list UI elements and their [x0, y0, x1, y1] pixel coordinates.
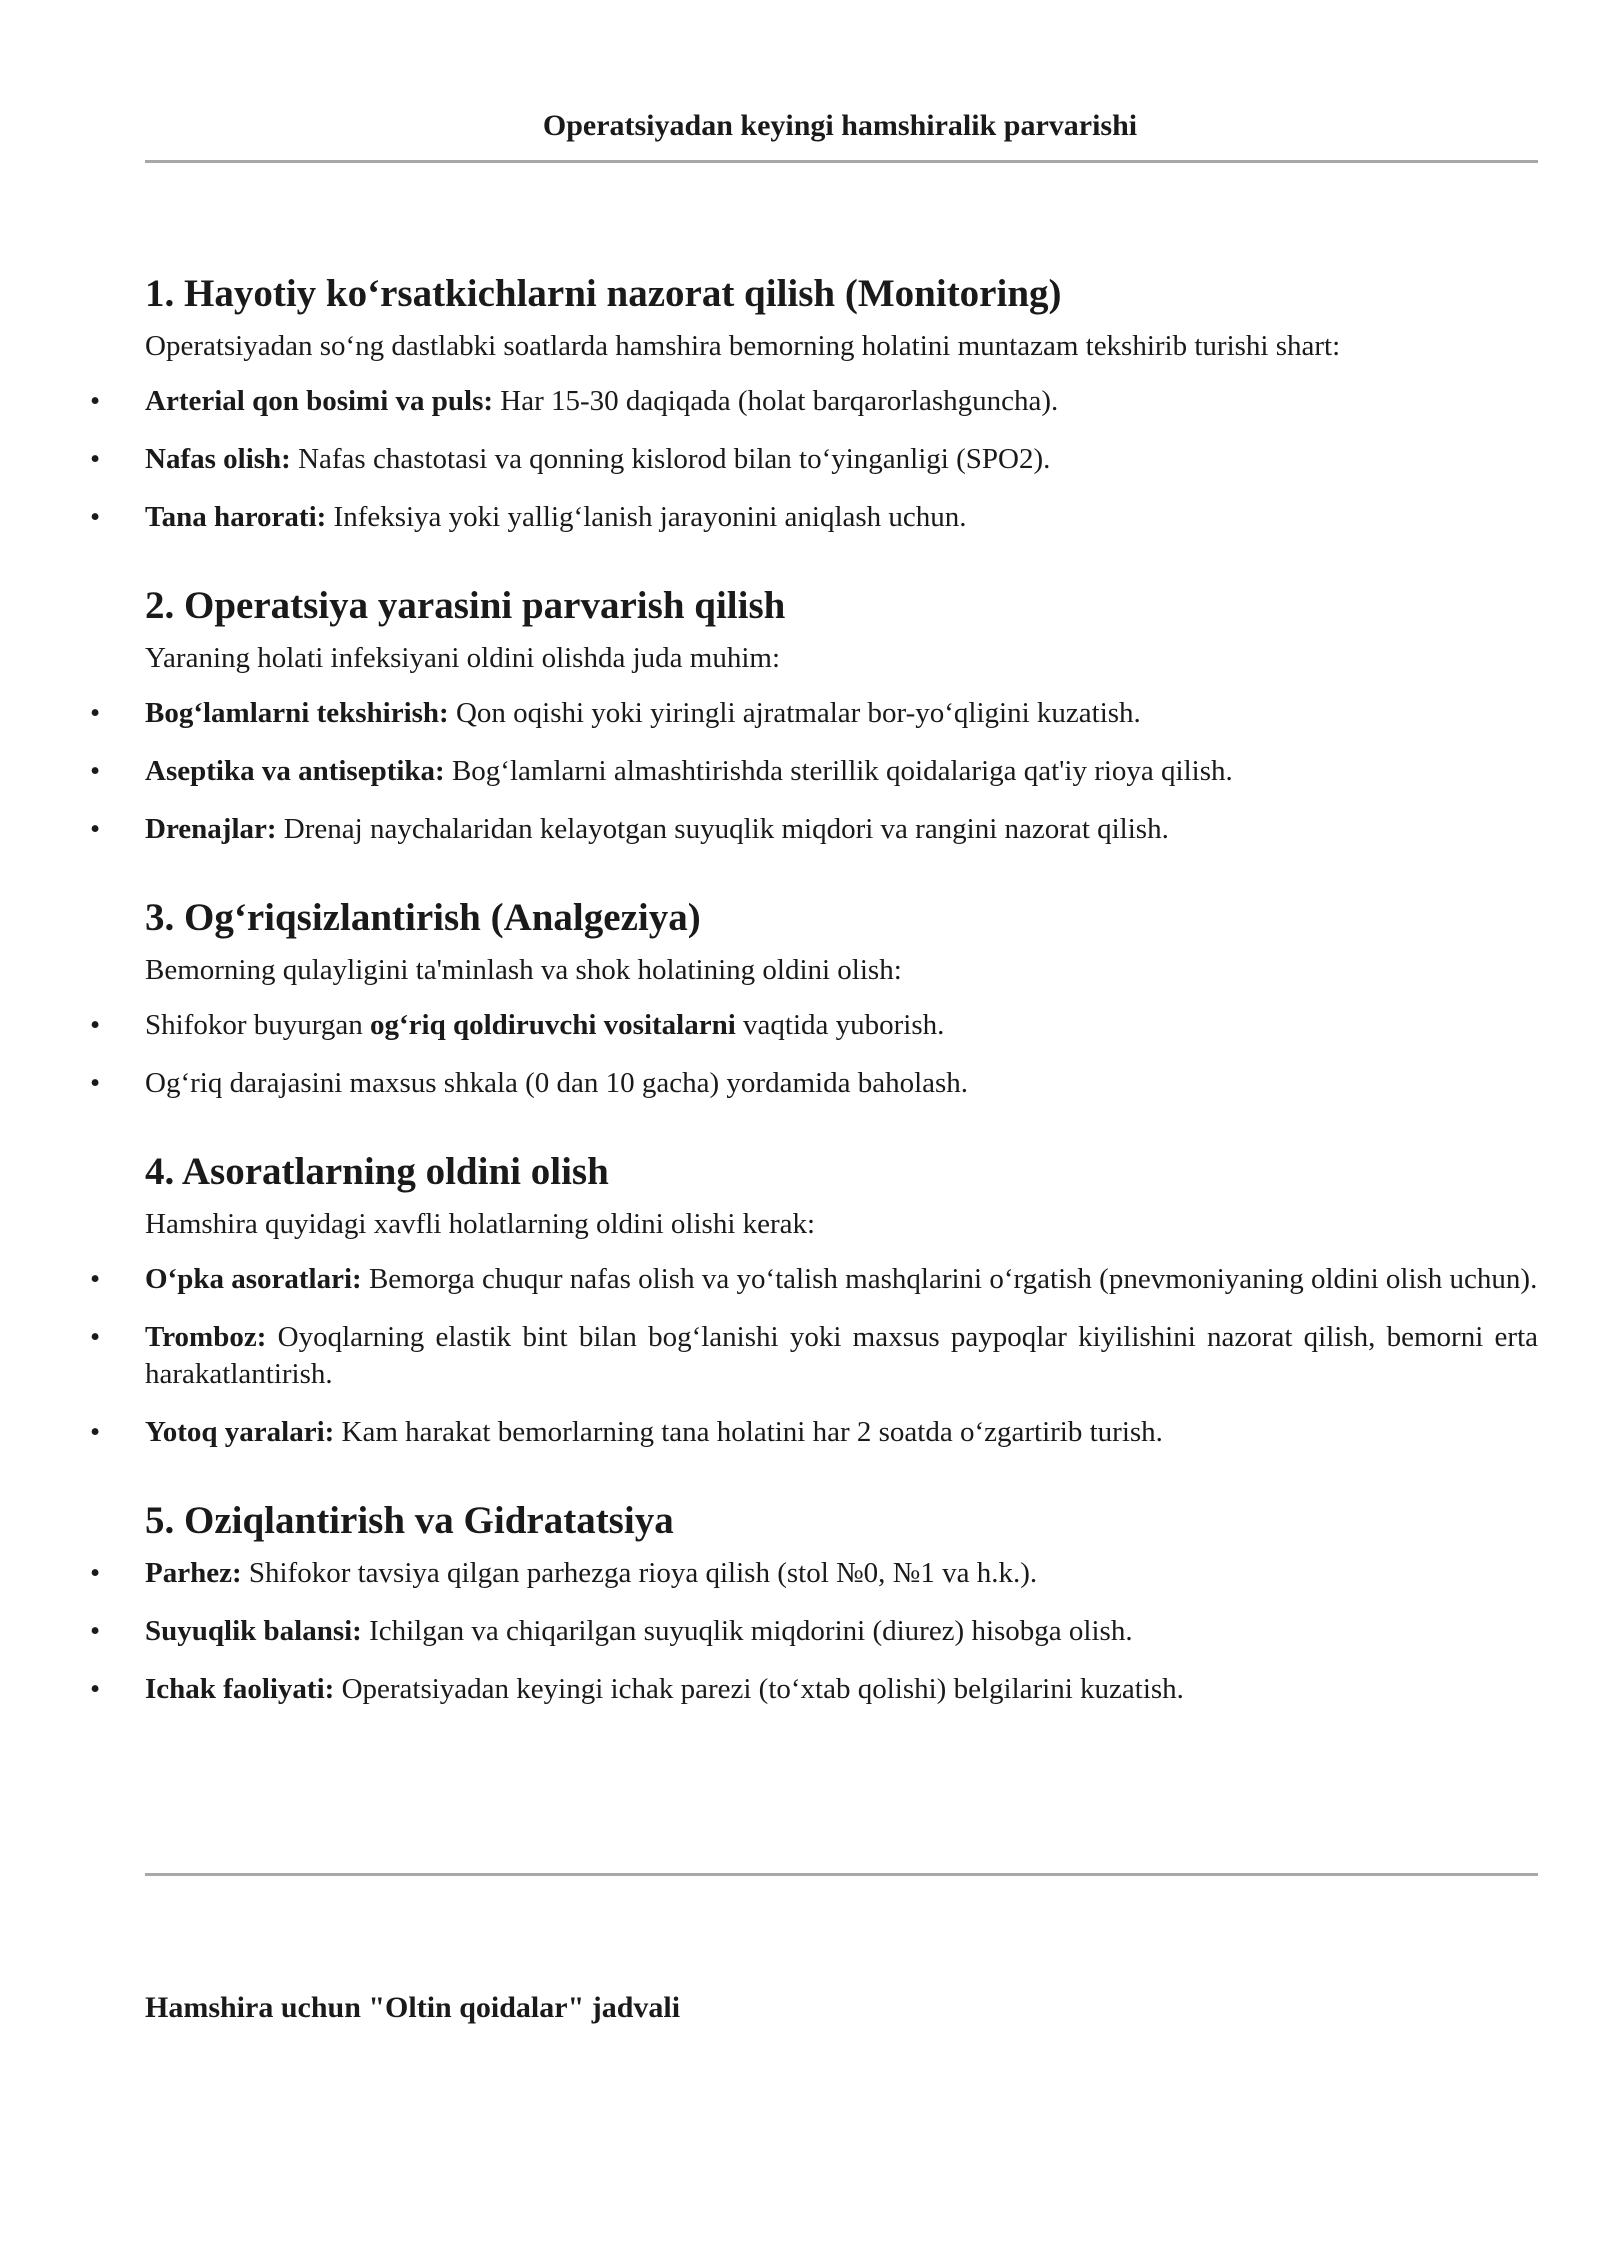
- list-item: [0, 1261, 1600, 1298]
- section-analgesia: [0, 894, 1600, 1102]
- list-item: [0, 1414, 1600, 1451]
- bullet-icon: •: [90, 1263, 101, 1295]
- section-monitoring: [0, 270, 1600, 536]
- item-lead: Parhez:: [145, 1557, 242, 1589]
- item-text: Bog‘lamlarni almashtirishda sterillik qoidalariga qat'iy rioya qilish.: [444, 755, 1233, 787]
- item-lead: Ichak faoliyati:: [145, 1673, 335, 1705]
- section-heading: 4. Asoratlarning oldini olish: [145, 1150, 609, 1193]
- item-text: Kam harakat bemorlarning tana holatini har 2 soatda o‘zgartirib turish.: [334, 1416, 1163, 1448]
- item-text: Og‘riq darajasini maxsus shkala (0 dan 10 gacha) yordamida baholash.: [145, 1067, 969, 1099]
- section-heading: 2. Operatsiya yarasini parvarish qilish: [145, 584, 786, 627]
- bullet-list: [0, 695, 1600, 848]
- section-intro: Bemorning qulayligini ta'minlash va shok holatining oldini olish:: [145, 954, 902, 986]
- bullet-icon: •: [90, 1673, 101, 1705]
- item-text: Oyoqlarning elastik bint bilan bog‘lanishi yoki maxsus paypoqlar kiyilishini nazorat qilish, bemorni erta harakatlantirish.: [145, 1321, 1538, 1390]
- list-item: [0, 383, 1600, 420]
- list-item: [0, 1065, 1600, 1102]
- item-text: Shifokor tavsiya qilgan parhezga rioya qilish (stol №0, №1 va h.k.).: [241, 1557, 1038, 1589]
- bullet-icon: •: [90, 501, 101, 533]
- section-intro: Hamshira quyidagi xavfli holatlarning oldini olishi kerak:: [145, 1208, 816, 1240]
- list-item: [0, 1613, 1600, 1650]
- list-item: [0, 811, 1600, 848]
- table-caption: Hamshira uchun "Oltin qoidalar" jadvali: [145, 1991, 681, 2024]
- item-text: vaqtida yuborish.: [735, 1009, 945, 1041]
- footer-divider: [145, 1873, 1538, 1876]
- bullet-icon: •: [90, 443, 101, 475]
- header-divider: [145, 160, 1538, 163]
- list-item: [0, 1319, 1600, 1393]
- list-item: [0, 1671, 1600, 1708]
- item-lead: Yotoq yaralari:: [145, 1416, 335, 1448]
- item-lead: Tana harorati:: [145, 501, 327, 533]
- section-heading: 5. Oziqlantirish va Gidratatsiya: [145, 1499, 674, 1542]
- item-lead: O‘pka asoratlari:: [145, 1263, 362, 1295]
- bullet-list: [0, 383, 1600, 536]
- bullet-icon: •: [90, 1557, 101, 1589]
- item-lead: Aseptika va antiseptika:: [145, 755, 445, 787]
- bullet-icon: •: [90, 1416, 101, 1448]
- item-lead: Arterial qon bosimi va puls:: [145, 385, 494, 417]
- item-text: Drenaj naychalaridan kelayotgan suyuqlik miqdori va rangini nazorat qilish.: [276, 813, 1169, 845]
- item-pre: Shifokor buyurgan: [145, 1009, 371, 1041]
- item-text: Ichilgan va chiqarilgan suyuqlik miqdorini (diurez) hisobga olish.: [361, 1615, 1133, 1647]
- document-title: Operatsiyadan keyingi hamshiralik parvarishi: [542, 109, 1138, 142]
- list-item: [0, 1555, 1600, 1592]
- list-item: [0, 753, 1600, 790]
- bullet-icon: •: [90, 385, 101, 417]
- bullet-icon: •: [90, 1615, 101, 1647]
- section-intro: Yaraning holati infeksiyani oldini olishda juda muhim:: [145, 642, 780, 674]
- section-intro: Operatsiyadan so‘ng dastlabki soatlarda hamshira bemorning holatini muntazam tekshirib turishi shart:: [145, 330, 1341, 362]
- item-text: Qon oqishi yoki yiringli ajratmalar bor-yo‘qligini kuzatish.: [448, 697, 1141, 729]
- bullet-icon: •: [90, 1067, 101, 1099]
- list-item: [0, 1007, 1600, 1044]
- bullet-list: [0, 1555, 1600, 1708]
- list-item: [0, 499, 1600, 536]
- item-lead: Bog‘lamlarni tekshirish:: [145, 697, 449, 729]
- list-item: [0, 441, 1600, 478]
- bullet-icon: •: [90, 813, 101, 845]
- item-lead: og‘riq qoldiruvchi vositalarni: [370, 1009, 736, 1041]
- bullet-icon: •: [90, 697, 101, 729]
- item-text: Nafas chastotasi va qonning kislorod bilan to‘yinganligi (SPO2).: [290, 443, 1051, 475]
- section-complications: [0, 1148, 1600, 1451]
- list-item: [0, 695, 1600, 732]
- bullet-list: [0, 1261, 1600, 1451]
- section-nutrition: [0, 1497, 1600, 1708]
- bullet-icon: •: [90, 755, 101, 787]
- document-body: [0, 270, 1600, 1708]
- bullet-list: [0, 1007, 1600, 1102]
- item-text: Operatsiyadan keyingi ichak parezi (to‘xtab qolishi) belgilarini kuzatish.: [334, 1673, 1184, 1705]
- section-heading: 3. Og‘riqsizlantirish (Analgeziya): [145, 896, 701, 939]
- bullet-icon: •: [90, 1321, 101, 1353]
- item-text: Bemorga chuqur nafas olish va yo‘talish mashqlarini o‘rgatish (pnevmoniyaning oldini olish uchun).: [361, 1263, 1538, 1295]
- item-text: Har 15-30 daqiqada (holat barqarorlashguncha).: [493, 385, 1059, 417]
- bullet-icon: •: [90, 1009, 101, 1041]
- item-lead: Suyuqlik balansi:: [145, 1615, 362, 1647]
- section-heading: 1. Hayotiy ko‘rsatkichlarni nazorat qilish (Monitoring): [145, 272, 1062, 315]
- section-wound-care: [0, 582, 1600, 848]
- item-text: Infeksiya yoki yallig‘lanish jarayonini aniqlash uchun.: [326, 501, 967, 533]
- item-lead: Drenajlar:: [145, 813, 277, 845]
- item-lead: Tromboz:: [145, 1321, 267, 1353]
- item-lead: Nafas olish:: [145, 443, 291, 475]
